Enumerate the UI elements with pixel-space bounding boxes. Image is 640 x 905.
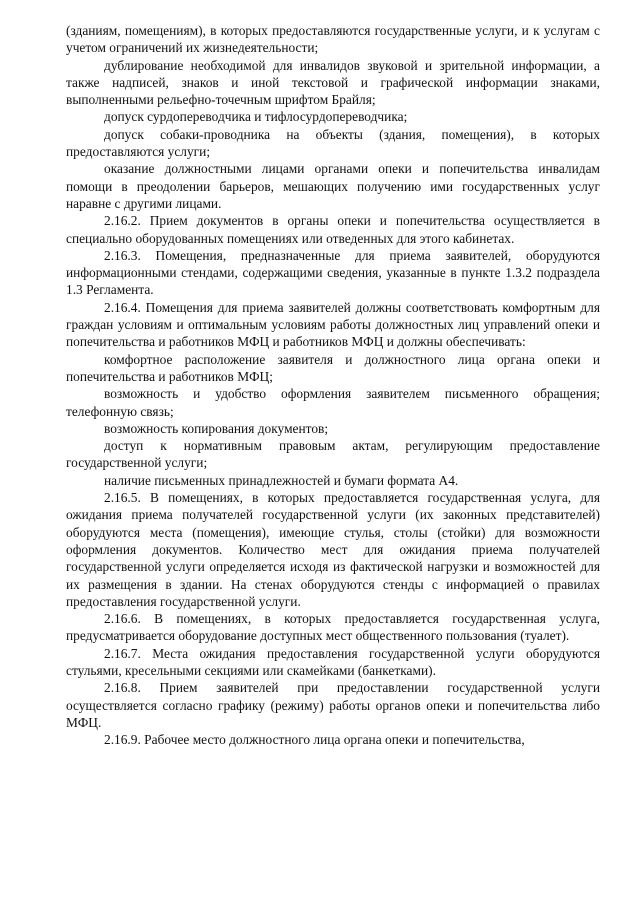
paragraph-legal-acts: доступ к нормативным правовым актам, регулирующим предоставление государственной услуги;: [66, 438, 600, 471]
paragraph-stationery: наличие письменных принадлежностей и бумаги формата А4.: [104, 472, 459, 488]
paragraph-2-16-8: 2.16.8. Прием заявителей при предоставлении государственной услуги осуществляется согласно графику (режиму) работы органов опеки и попечительства либо МФЦ.: [66, 680, 600, 730]
paragraph-sign-interpreter: допуск сурдопереводчика и тифлосурдопереводчика;: [104, 109, 408, 125]
paragraph-2-16-4: 2.16.4. Помещения для приема заявителей должны соответствовать комфортным для граждан условиям и оптимальным условиям работы должностных лиц управлений опеки и попечительства и работников МФЦ и работников МФЦ и должны обеспечивать:: [66, 299, 600, 350]
paragraph-2-16-3: 2.16.3. Помещения, предназначенные для приема заявителей, оборудуются информационными стендами, содержащими сведения, указанные в пункте 1.3.2 подраздела 1.3 Регламента.: [66, 247, 600, 298]
paragraph-guide-dog: допуск собаки-проводника на объекты (здания, помещения), в которых предоставляются услуги;: [66, 126, 600, 160]
paragraph-comfortable-placement: комфортное расположение заявителя и должностного лица органа опеки и попечительства и работников МФЦ;: [66, 351, 600, 384]
paragraph-continuation: (зданиям, помещениям), в которых предоставляются государственные услуги, и к услугам с учетом ограничений их жизнедеятельности;: [66, 23, 600, 56]
document-page: [66, 22, 600, 748]
paragraph-2-16-7: 2.16.7. Места ожидания предоставления государственной услуги оборудуются стульями, кресельными секциями или скамейками (банкетками).: [66, 645, 600, 678]
paragraph-copying: возможность копирования документов;: [104, 420, 329, 436]
paragraph-2-16-5: 2.16.5. В помещениях, в которых предоставляется государственная услуга, для ожидания приема получателей государственной услуги (их законных представителей) оборудуются места (помещения), имеющие стулья, столы (стойки) для возможности оформления документов. Количество мест для ожидания приема получателей государственной услуги определяется исходя из фактической нагрузки и возможностей для их размещения в здании. На стенах оборудуются стенды с информацией о правилах предоставления государственной услуги.: [66, 490, 600, 609]
paragraph-braille-duplication: дублирование необходимой для инвалидов звуковой и зрительной информации, а также надписей, знаков и иной текстовой и графической информации знаками, выполненными рельефно-точечным шрифтом Брайля;: [66, 57, 600, 108]
paragraph-written-appeal: возможность и удобство оформления заявителем письменного обращения; телефонную связь;: [66, 386, 600, 419]
paragraph-2-16-6: 2.16.6. В помещениях, в которых предоставляется государственная услуга, предусматривается оборудование доступных мест общественного пользования (туалет).: [66, 611, 600, 644]
paragraph-assistance: оказание должностными лицами органами опеки и попечительства инвалидам помощи в преодолении барьеров, мешающих получению ими государственных услуг наравне с другими лицами.: [66, 161, 600, 211]
paragraph-2-16-2: 2.16.2. Прием документов в органы опеки и попечительства осуществляется в специально оборудованных помещениях или отведенных для этого кабинетах.: [66, 213, 600, 246]
paragraph-2-16-9: 2.16.9. Рабочее место должностного лица органа опеки и попечительства,: [104, 732, 525, 748]
